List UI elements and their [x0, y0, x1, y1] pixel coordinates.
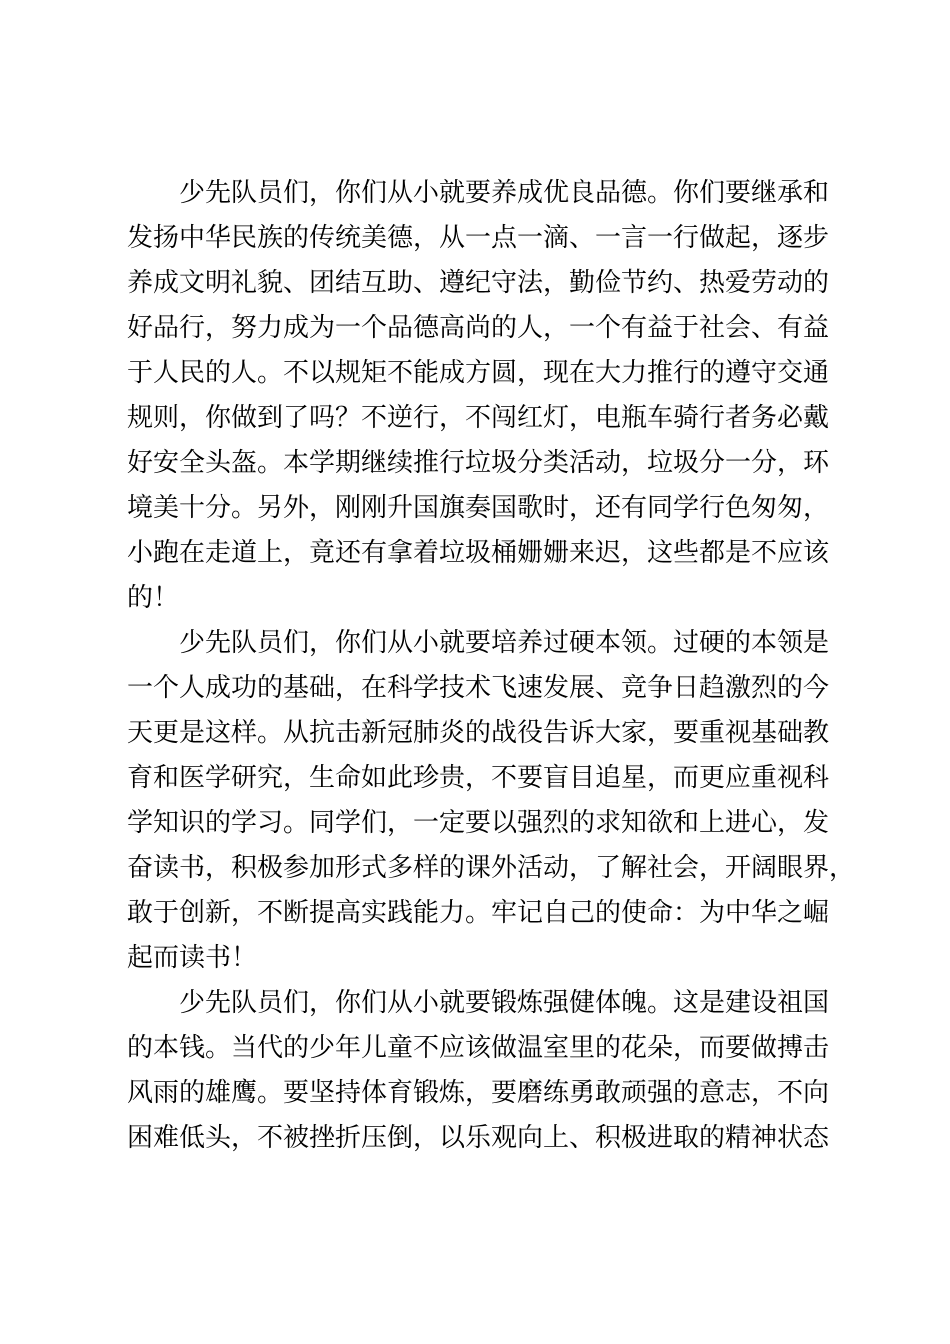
- paragraph-line: 发扬中华民族的传统美德，从一点一滴、一言一行做起，逐步: [127, 223, 830, 253]
- paragraph-line: 少先队员们，你们从小就要养成优良品德。你们要继承和: [179, 178, 830, 208]
- document-body: [127, 171, 856, 1161]
- paragraph-2: [127, 621, 856, 981]
- paragraph-line: 养成文明礼貌、团结互助、遵纪守法，勤俭节约、热爱劳动的: [127, 268, 830, 298]
- paragraph-line: 于人民的人。不以规矩不能成方圆，现在大力推行的遵守交通: [127, 358, 830, 388]
- paragraph-line: 规则，你做到了吗？不逆行，不闯红灯，电瓶车骑行者务必戴: [127, 403, 830, 433]
- paragraph-line: 风雨的雄鹰。要坚持体育锻炼，要磨练勇敢顽强的意志，不向: [127, 1078, 830, 1108]
- paragraph-line: 奋读书，积极参加形式多样的课外活动，了解社会，开阔眼界，: [127, 853, 856, 883]
- paragraph-line: 敢于创新，不断提高实践能力。牢记自己的使命：为中华之崛: [127, 898, 830, 928]
- paragraph-line: 困难低头，不被挫折压倒，以乐观向上、积极进取的精神状态: [127, 1123, 830, 1153]
- paragraph-1: [127, 171, 832, 621]
- paragraph-line: 少先队员们，你们从小就要培养过硬本领。过硬的本领是: [179, 628, 830, 658]
- paragraph-line: 学知识的学习。同学们，一定要以强烈的求知欲和上进心，发: [127, 808, 830, 838]
- paragraph-3: [127, 981, 832, 1161]
- paragraph-line: 少先队员们，你们从小就要锻炼强健体魄。这是建设祖国: [179, 988, 830, 1018]
- paragraph-line: 起而读书！: [127, 943, 258, 973]
- paragraph-line: 小跑在走道上，竟还有拿着垃圾桶姗姗来迟，这些都是不应该: [127, 538, 830, 568]
- paragraph-line: 的本钱。当代的少年儿童不应该做温室里的花朵，而要做搏击: [127, 1033, 830, 1063]
- paragraph-line: 境美十分。另外，刚刚升国旗奏国歌时，还有同学行色匆匆，: [127, 493, 830, 523]
- paragraph-line: 天更是这样。从抗击新冠肺炎的战役告诉大家，要重视基础教: [127, 718, 830, 748]
- paragraph-line: 好品行，努力成为一个品德高尚的人，一个有益于社会、有益: [127, 313, 830, 343]
- paragraph-line: 好安全头盔。本学期继续推行垃圾分类活动，垃圾分一分，环: [127, 448, 830, 478]
- paragraph-line: 育和医学研究，生命如此珍贵，不要盲目追星，而更应重视科: [127, 763, 830, 793]
- paragraph-line: 一个人成功的基础，在科学技术飞速发展、竞争日趋激烈的今: [127, 673, 830, 703]
- paragraph-line: 的！: [127, 583, 180, 613]
